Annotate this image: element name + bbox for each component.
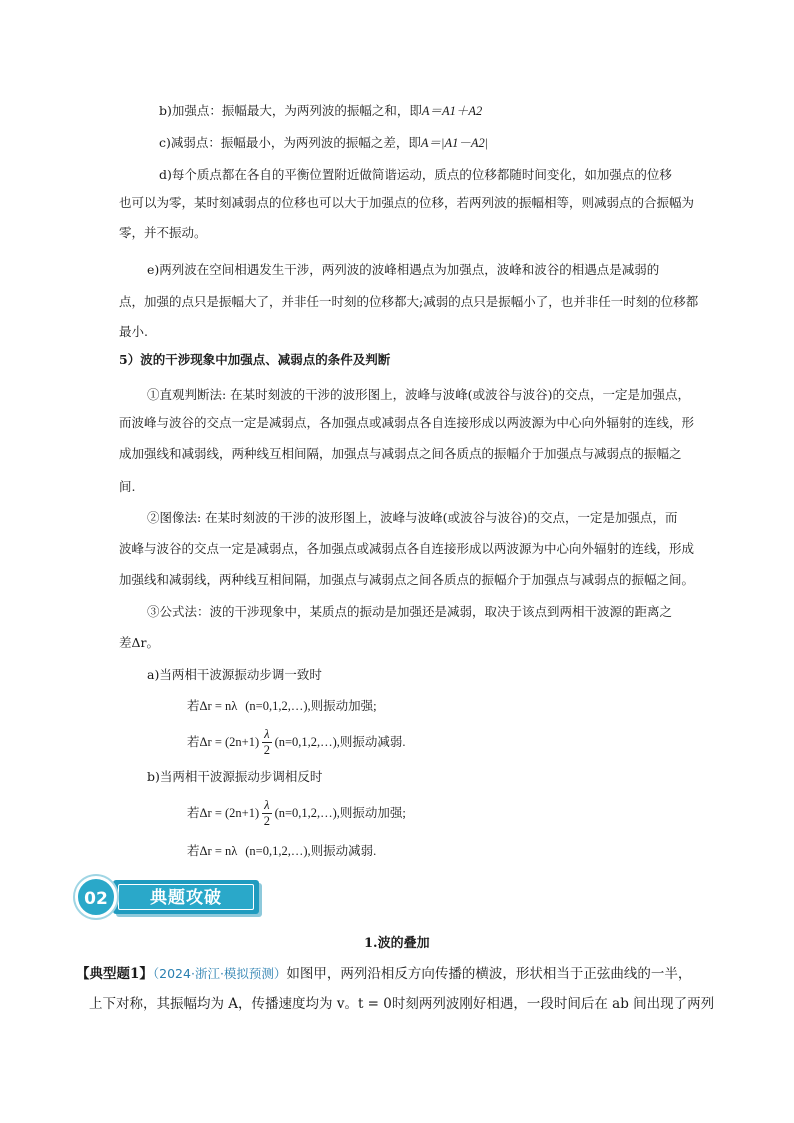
section-title: 1.波的叠加	[364, 936, 430, 951]
frac-denominator: 2	[263, 814, 270, 828]
banner-title: 典题攻破	[118, 884, 254, 910]
point-c	[159, 135, 488, 151]
example-text1: 如图甲，两列沿相反方向传播的横波，形状相当于正弦曲线的一半，	[286, 966, 692, 982]
point-e-line3: 最小.	[119, 324, 148, 339]
section-banner	[75, 876, 261, 918]
banner-tab	[113, 880, 259, 914]
banner-number-badge: 02	[75, 876, 117, 918]
formula-condition: (n=0,1,2,…),则振动减弱.	[245, 844, 377, 858]
method2-line1: ②图像法: 在某时刻波的干涉的波形图上，波峰与波峰(或波谷与波谷)的交点，一定是加强点，而	[147, 510, 678, 525]
point-c-text: c)减弱点：振幅最小，为两列波的振幅之差，即	[159, 135, 421, 150]
example-line1	[76, 966, 691, 982]
method3-line1: ③公式法：波的干涉现象中，某质点的振动是加强还是减弱，取决于该点到两相干波源的距离之	[147, 604, 673, 619]
point-e-line1: e)两列波在空间相遇发生干涉，两列波的波峰相遇点为加强点，波峰和波谷的相遇点是减弱的	[147, 262, 660, 277]
example-label: 【典型题1】	[76, 966, 153, 982]
frac-denominator: 2	[263, 743, 270, 757]
point-c-formula: A＝|A1－A2|	[420, 136, 489, 150]
point-d-line2: 也可以为零，某时刻减弱点的位移也可以大于加强点的位移，若两列波的振幅相等，则减弱点的合振幅为	[119, 195, 695, 210]
case-b-heading: b)当两相干波源振动步调相反时	[147, 769, 323, 784]
formula-expr: 若Δr = nλ	[187, 699, 238, 713]
formula-condition: (n=0,1,2,…),则振动加强;	[245, 699, 377, 713]
case-b-formula1	[187, 796, 406, 830]
formula-expr: 若Δr = nλ	[187, 844, 238, 858]
example-source: （2024·浙江·模拟预测）	[152, 966, 287, 981]
lambda-over-2	[262, 727, 271, 758]
point-d-line3: 零，并不振动。	[119, 225, 207, 240]
example-line2: 上下对称，其振幅均为 A，传播速度均为 v。t = 0时刻两列波刚好相遇，一段时间后在 ab 间出现了两列	[89, 996, 715, 1012]
frac-numerator: λ	[264, 798, 270, 812]
heading-5: 5）波的干涉现象中加强点、减弱点的条件及判断	[119, 352, 391, 367]
case-b-formula2	[187, 843, 376, 859]
formula-expr: 若Δr = (2n+1)	[187, 806, 260, 820]
lambda-over-2	[262, 798, 271, 829]
point-b-formula: A＝A1＋A2	[421, 104, 483, 118]
method1-line4: 间.	[119, 479, 136, 494]
formula-condition: (n=0,1,2,…),则振动减弱.	[274, 735, 406, 749]
method1-line2: 而波峰与波谷的交点一定是减弱点，各加强点或减弱点各自连接形成以两波源为中心向外辐射的连线，形	[119, 415, 695, 430]
formula-expr: 若Δr = (2n+1)	[187, 735, 260, 749]
formula-condition: (n=0,1,2,…),则振动加强;	[274, 806, 406, 820]
point-b	[159, 103, 482, 119]
frac-numerator: λ	[264, 727, 270, 741]
case-a-formula1	[187, 698, 377, 714]
case-a-heading: a)当两相干波源振动步调一致时	[147, 667, 322, 682]
method2-line2: 波峰与波谷的交点一定是减弱点，各加强点或减弱点各自连接形成以两波源为中心向外辐射的连线，形成	[119, 541, 695, 556]
method1-line3: 成加强线和减弱线，两种线互相间隔，加强点与减弱点之间各质点的振幅介于加强点与减弱点的振幅之	[119, 446, 682, 461]
point-e-line2: 点，加强的点只是振幅大了，并非任一时刻的位移都大;减弱的点只是振幅小了，也并非任一时刻的位移都	[119, 294, 699, 309]
method3-line2: 差Δr。	[119, 635, 160, 650]
point-d-line1: d)每个质点都在各自的平衡位置附近做简谐运动，质点的位移都随时间变化，如加强点的位移	[159, 167, 672, 182]
point-b-text: b)加强点：振幅最大，为两列波的振幅之和，即	[159, 103, 422, 118]
method1-line1: ①直观判断法: 在某时刻波的干涉的波形图上，波峰与波峰(或波谷与波谷)的交点，一定是加强点，	[147, 387, 690, 402]
case-a-formula2	[187, 725, 406, 759]
method2-line3: 加强线和减弱线，两种线互相间隔，加强点与减弱点之间各质点的振幅介于加强点与减弱点的振幅之间。	[119, 572, 695, 587]
